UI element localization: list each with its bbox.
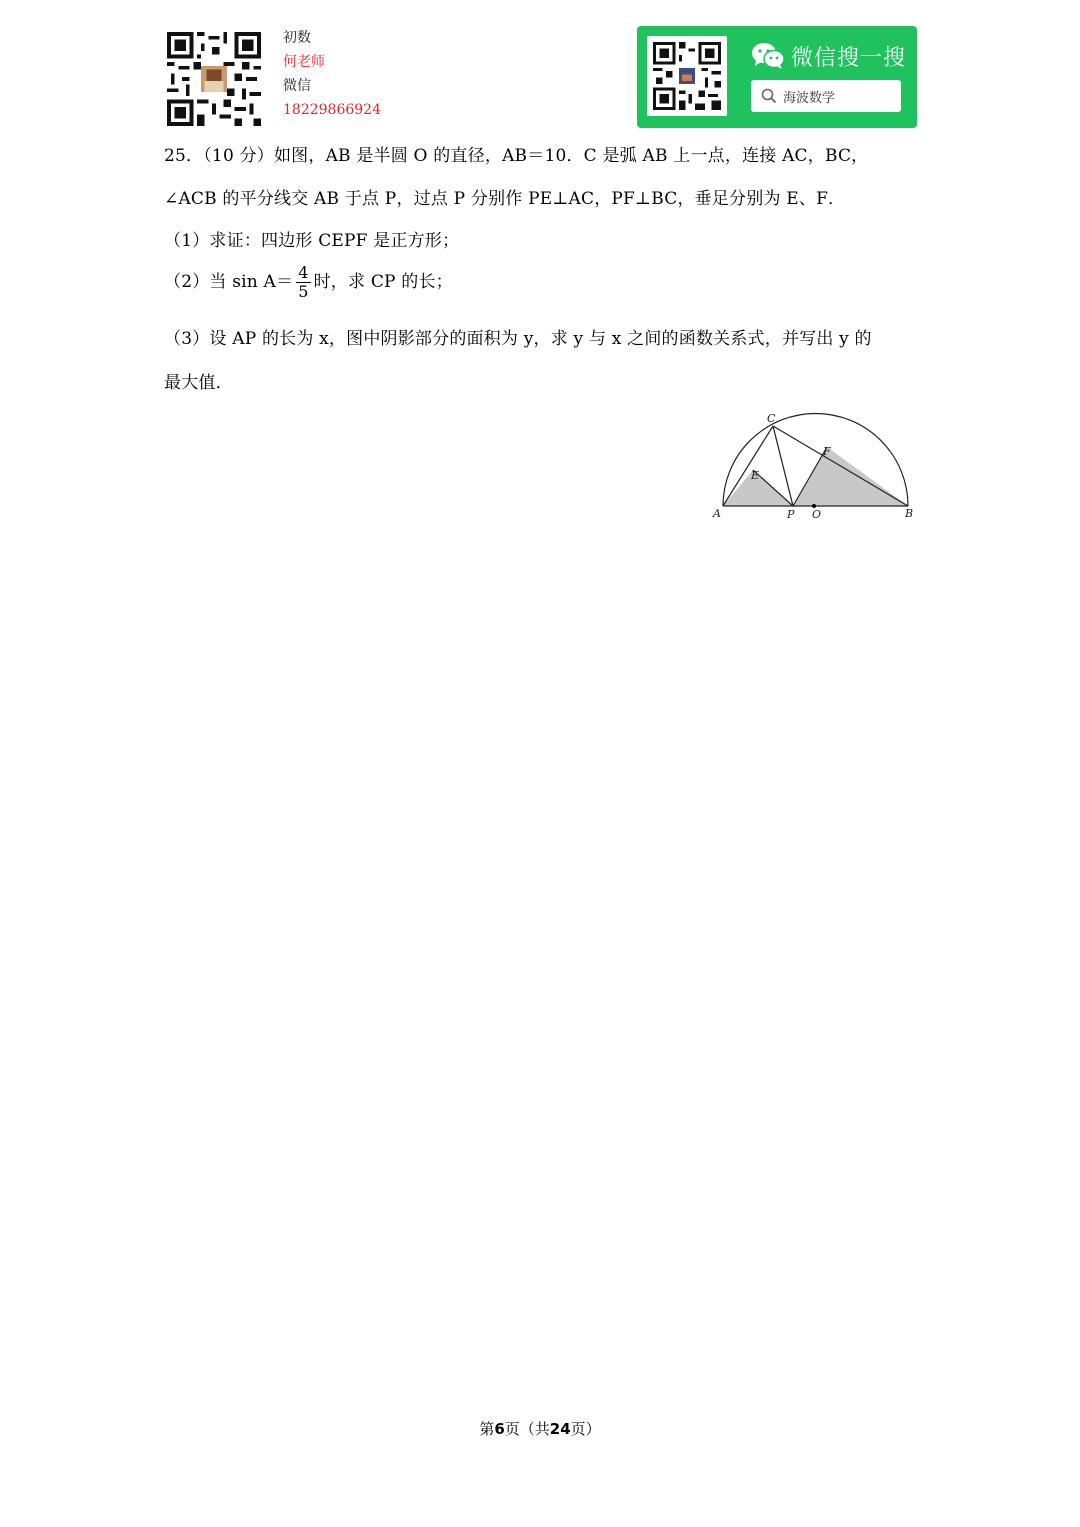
qr-code-image	[166, 32, 262, 126]
fraction	[296, 264, 310, 301]
question-3-line-1: （3）设 AP 的长为 x，图中阴影部分的面积为 y，求 y 与 x 之间的函数关系式，并写出 y 的	[164, 329, 872, 349]
contact-block	[283, 26, 381, 122]
question-2-prefix: （2）当 sin A＝	[164, 272, 294, 292]
contact-subject: 初数	[283, 30, 311, 46]
label-o: O	[812, 508, 822, 521]
wechat-logo-icon	[751, 42, 785, 70]
footer-suffix: 页）	[570, 1420, 601, 1438]
search-icon	[761, 88, 777, 104]
label-b: B	[905, 507, 914, 520]
contact-teacher: 何老师	[283, 54, 325, 70]
footer-mid: 页（共	[504, 1420, 550, 1438]
wechat-search-title: 微信搜一搜	[791, 46, 907, 71]
question-2-suffix: 时，求 CP 的长；	[313, 272, 453, 292]
question-2	[164, 264, 453, 301]
problem-line-1: 25．（10 分）如图，AB 是半圆 O 的直径，AB＝10．C 是弧 AB 上一点，连接 AC，BC，	[164, 146, 869, 166]
label-f: F	[823, 445, 831, 458]
wechat-search-box[interactable]	[751, 80, 901, 112]
question-3-line-2: 最大值．	[164, 373, 233, 393]
semicircle-diagram	[706, 405, 926, 527]
wechat-qr-icon	[653, 42, 721, 110]
contact-phone: 18229866924	[283, 102, 381, 118]
wechat-search-text: 海波数学	[783, 90, 836, 106]
fraction-numerator: 4	[298, 263, 309, 282]
fraction-denominator: 5	[298, 282, 309, 301]
label-a: A	[713, 507, 721, 520]
label-p: P	[787, 508, 795, 521]
contact-wechat-label: 微信	[283, 78, 311, 94]
footer-total-pages: 24	[549, 1420, 571, 1438]
geometry-figure	[706, 405, 926, 527]
problem-line-2: ∠ACB 的平分线交 AB 于点 P，过点 P 分别作 PE⊥AC，PF⊥BC，垂足分别为 E、F．	[164, 189, 846, 209]
wechat-search-card	[637, 26, 917, 128]
wechat-qr-code	[647, 36, 727, 116]
question-1: （1）求证：四边形 CEPF 是正方形；	[164, 231, 460, 251]
footer-page-number: 6	[494, 1420, 505, 1438]
qr-code-icon	[166, 32, 262, 126]
page-footer	[0, 1418, 1080, 1439]
label-e: E	[751, 469, 760, 482]
footer-prefix: 第	[479, 1420, 495, 1438]
label-c: C	[767, 412, 776, 425]
